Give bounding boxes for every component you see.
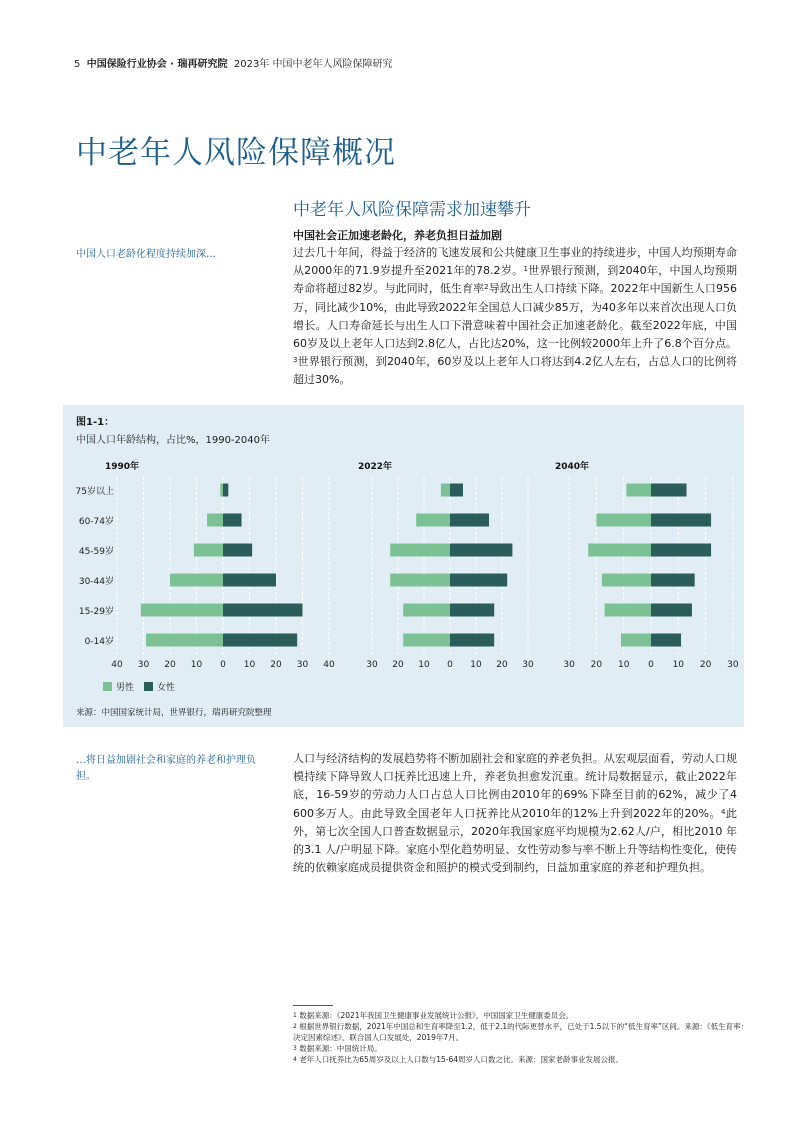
x-tick-label: 30 [522,660,534,670]
legend-female-swatch [144,682,153,691]
bar-female [651,574,695,587]
footnote-ref-4[interactable]: 4 [721,807,726,816]
bar-female [651,484,686,497]
x-tick-label: 0 [648,660,654,670]
category-label: 0-14岁 [84,637,114,647]
panel-title: 2040年 [555,462,590,472]
legend-male-swatch [103,682,112,691]
footnotes [293,1010,753,1065]
footnote-ref-1[interactable]: 1 [523,265,528,274]
x-tick-label: 0 [220,660,226,670]
bar-male [403,604,450,617]
header-report: 2023年 中国中老年人风险保障研究 [233,59,393,70]
x-tick-label: 10 [418,660,430,670]
footnote-number: 4 [293,1056,297,1063]
bar-female [450,484,463,497]
bar-female [651,514,711,527]
bar-female [223,514,242,527]
side-note-aging: 中国人口老龄化程度持续加深… [76,249,216,260]
bar-female [651,604,692,617]
footnote-number: 3 [293,1045,297,1052]
paragraph-heading: 中国社会正加速老龄化，养老负担日益加剧 [293,229,502,242]
bar-female [223,484,228,497]
figure-label: 图1-1： [76,417,115,428]
bar-male [626,484,651,497]
x-tick-label: 20 [590,660,603,670]
x-tick-label: 20 [496,660,508,670]
x-tick-label: 40 [111,660,123,670]
bar-female [450,544,512,557]
bar-female [223,574,276,587]
bar-male [403,634,450,647]
bar-female [651,634,681,647]
footnote-ref-3[interactable]: 3 [293,356,298,365]
x-tick-label: 30 [137,660,150,670]
bar-male [602,574,651,587]
page-title: 中老年人风险保障概况 [76,135,396,171]
footnote-3 [293,1043,753,1054]
x-tick-label: 30 [727,660,739,670]
bar-male [390,574,450,587]
page-number: 5 [74,59,81,70]
footnote-text: 数据来源：中国统计局。 [296,1044,382,1053]
x-tick-label: 10 [190,660,203,670]
category-label: 75岁以上 [75,487,114,497]
figure-source: 来源：中国国家统计局，世界银行，瑞再研究院整理 [76,708,272,718]
footnote-text: 数据来源：《2021年我国卫生健康事业发展统计公报》，中国国家卫生健康委员会。 [296,1011,574,1020]
footnote-text: 老年人口抚养比为65周岁及以上人口数与15-64周岁人口数之比。来源：国家老龄事业发展公报。 [296,1055,624,1064]
legend-male: 男性 [103,680,134,693]
bar-male [207,514,223,527]
bar-male [605,604,651,617]
footnote-number: 1 [293,1012,297,1019]
paragraph-burden: 人口与经济结构的发展趋势将不断加剧社会和家庭的养老负担。从宏观层面看，劳动人口规模持续下降导致人口抚养比迅速上升，养老负担愈发沉重。统计局数据显示，截止2022年底，16-59岁的劳动力人口占总人口比例由2010年的69%下降至目前的62%，减少了4 600多万人。由此导致全国老年人口抚养比从2010年的12%上升到2022年的20%。$^4$此外，第七次全国人口普查数据显示，2020年我国家庭平均规模为2.62人/户，相比2010 年的3.1 人/户明显下降。家庭小型化趋势明显、女性劳动参与率不断上升等结构性变化，使传统的依赖家庭成员提供资金和照护的模式受到制约，日益加重家庭的养老和护理负担。 [293,752,738,875]
bar-male [141,604,223,617]
bar-male [416,514,450,527]
panel-title: 1990年 [105,462,140,472]
bar-male [596,514,651,527]
bar-male [194,544,223,557]
footnote-ref-2[interactable]: 2 [484,283,489,292]
x-tick-label: 20 [270,660,282,670]
x-tick-label: 10 [617,660,630,670]
bar-male [220,484,223,497]
bar-male [170,574,223,587]
x-tick-label: 30 [563,660,575,670]
category-label: 60-74岁 [78,517,114,527]
x-tick-label: 20 [392,660,404,670]
footnote-divider [293,1005,333,1006]
side-note-burden: …将日益加剧社会和家庭的养老和护理负担。 [76,755,256,782]
bar-female [450,634,494,647]
x-tick-label: 40 [323,660,335,670]
bar-male [146,634,223,647]
bar-female [651,544,711,557]
x-tick-label: 10 [672,660,685,670]
legend-female: 女性 [144,680,175,693]
bar-female [450,514,489,527]
bar-female [223,544,252,557]
x-tick-label: 30 [296,660,309,670]
bar-female [450,574,507,587]
section-title: 中老年人风险保障需求加速攀升 [293,200,531,220]
paragraph-aging: 过去几十年间，得益于经济的飞速发展和公共健康卫生事业的持续进步，中国人均预期寿命从2000年的71.9岁提升至2021年的78.2岁。$^1$世界银行预测，到2040年，中国人均预期寿命将超过82岁。与此同时，低生育率$^2$导致出生人口持续下降。2022年中国新生人口956万，同比减少10%，由此导致2022年全国总人口减少85万，为40多年以来首次出现人口负增长。人口寿命延长与出生人口下滑意味着中国社会正加速老龄化。截至2022年底，中国60岁及以上老年人口达到2.8亿人，占比达20%，这一比例较2000年上升了6.8个百分点。$^3$世界银行预测，到2040年，60岁及以上老年人口将达到4.2亿人左右，占总人口的比例将超过30%。 [293,246,737,387]
chart-legend [103,680,185,693]
footnote-text: 根据世界银行数据，2021年中国总和生育率降至1.2，低于2.1的代际更替水平，已处于1.5以下的“低生育率”区间。来源：《低生育率：决定因素综述》，联合国人口发展处，2019年7月。 [293,1022,749,1042]
header-org: 中国保险行业协会 · 瑞再研究院 [86,59,228,70]
population-pyramid-chart [63,450,744,675]
x-tick-label: 20 [164,660,176,670]
footnote-4 [293,1054,753,1065]
x-tick-label: 20 [699,660,712,670]
bar-female [450,604,494,617]
panel-title: 2022年 [358,462,393,472]
x-tick-label: 30 [366,660,378,670]
figure-subtitle: 中国人口年龄结构，占比%，1990-2040年 [76,435,271,446]
category-label: 45-59岁 [78,547,114,557]
footnote-2 [293,1021,753,1043]
footnote-1 [293,1010,753,1021]
bar-male [621,634,651,647]
footnote-number: 2 [293,1023,297,1030]
category-label: 15-29岁 [78,607,114,617]
bar-female [223,634,297,647]
bar-male [588,544,651,557]
x-tick-label: 10 [243,660,256,670]
bar-male [390,544,450,557]
page-header [74,55,393,70]
bar-female [223,604,303,617]
category-label: 30-44岁 [78,577,114,587]
x-tick-label: 10 [470,660,482,670]
bar-male [441,484,450,497]
x-tick-label: 0 [447,660,453,670]
